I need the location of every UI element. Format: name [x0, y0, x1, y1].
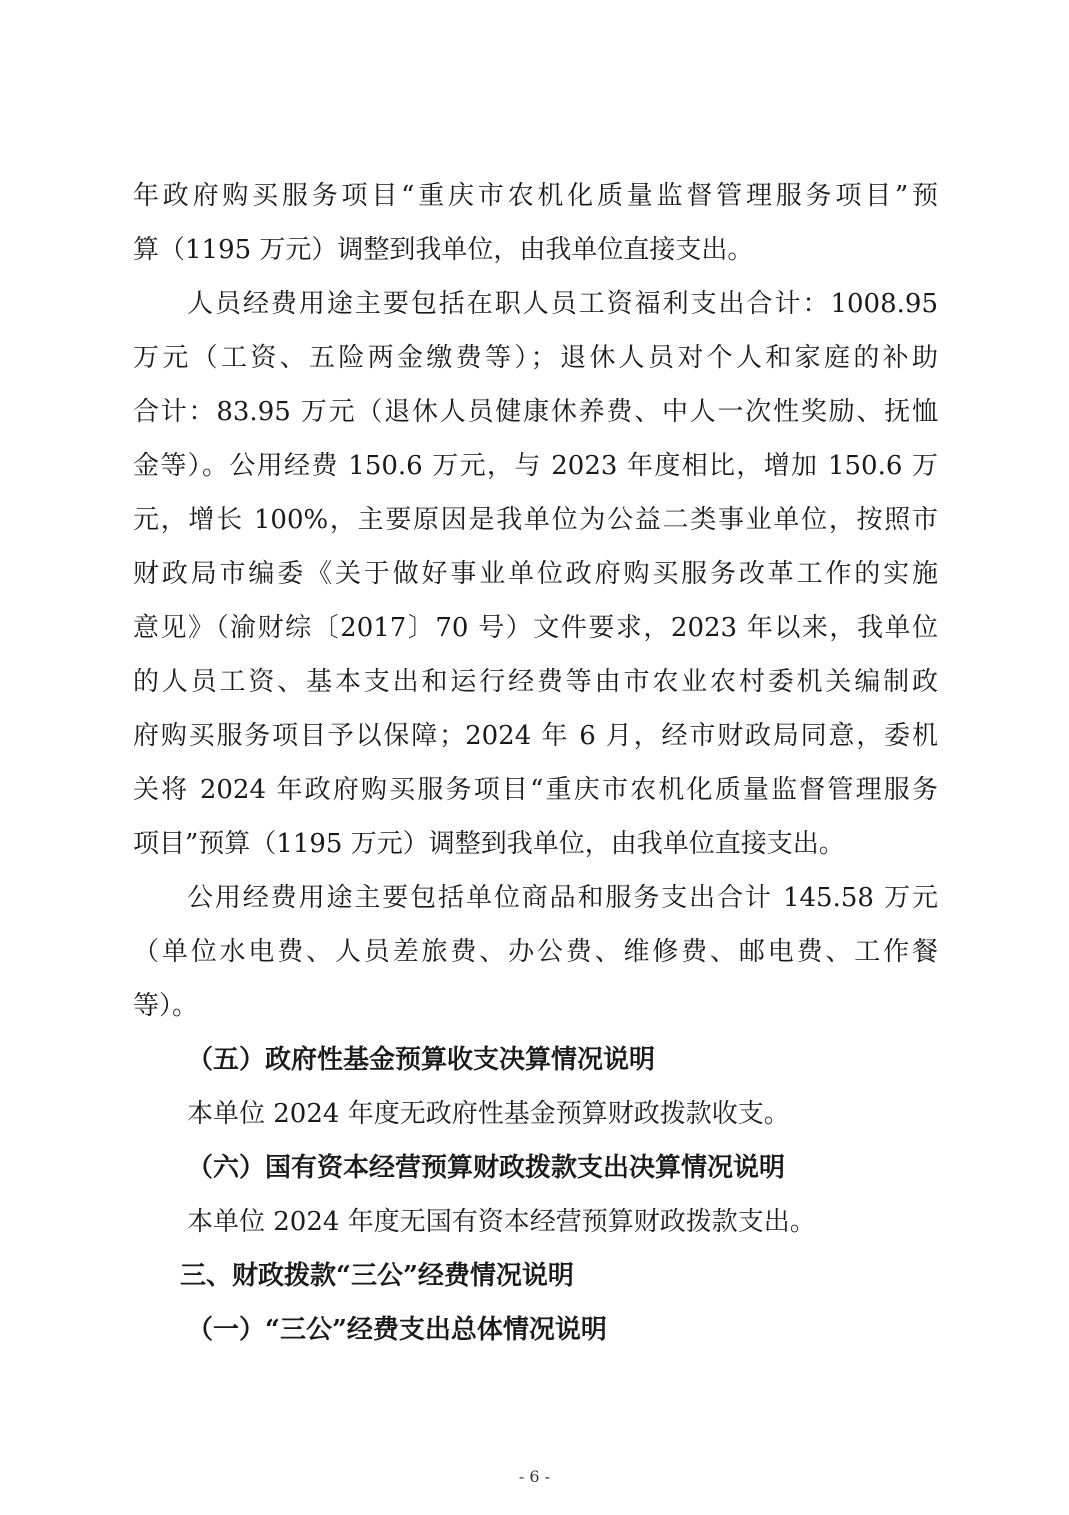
paragraph-line: 人员经费用途主要包括在职人员工资福利支出合计：1008.95	[187, 289, 938, 319]
paragraph-line: 金等）。公用经费 150.6 万元，与 2023 年度相比，增加 150.6 万	[133, 451, 938, 481]
paragraph-line: 本单位 2024 年度无政府性基金预算财政拨款收支。	[187, 1099, 790, 1129]
paragraph-line: 府购买服务项目予以保障；2024 年 6 月，经市财政局同意，委机	[133, 721, 938, 751]
section-heading: （五）政府性基金预算收支决算情况说明	[187, 1045, 656, 1075]
section-heading: （一）“三公”经费支出总体情况说明	[187, 1315, 607, 1345]
paragraph-line: 意见》（渝财综〔2017〕70 号）文件要求，2023 年以来，我单位	[133, 613, 938, 643]
page-number: - 6 -	[518, 1467, 551, 1486]
paragraph-line: 项目”预算（1195 万元）调整到我单位，由我单位直接支出。	[133, 829, 845, 859]
paragraph-line: 等）。	[133, 991, 199, 1021]
paragraph-line: 元，增长 100%，主要原因是我单位为公益二类事业单位，按照市	[133, 505, 938, 535]
paragraph-line: 的人员工资、基本支出和运行经费等由市农业农村委机关编制政	[133, 667, 938, 697]
section-heading: （六）国有资本经营预算财政拨款支出决算情况说明	[187, 1153, 786, 1183]
paragraph-line: （单位水电费、人员差旅费、办公费、维修费、邮电费、工作餐	[133, 937, 938, 967]
paragraph-line: 万元（工资、五险两金缴费等）；退休人员对个人和家庭的补助	[133, 343, 938, 373]
paragraph-line: 年政府购买服务项目“重庆市农机化质量监督管理服务项目”预	[133, 181, 938, 211]
paragraph-line: 财政局市编委《关于做好事业单位政府购买服务改革工作的实施	[133, 559, 938, 589]
paragraph-line: 合计：83.95 万元（退休人员健康休养费、中人一次性奖励、抚恤	[133, 397, 938, 427]
paragraph-line: 公用经费用途主要包括单位商品和服务支出合计 145.58 万元	[187, 883, 938, 913]
paragraph-line: 算（1195 万元）调整到我单位，由我单位直接支出。	[133, 235, 754, 265]
paragraph-line: 关将 2024 年政府购买服务项目“重庆市农机化质量监督管理服务	[133, 775, 938, 805]
paragraph-line: 本单位 2024 年度无国有资本经营预算财政拨款支出。	[187, 1207, 816, 1237]
chapter-heading: 三、财政拨款“三公”经费情况说明	[180, 1261, 574, 1291]
